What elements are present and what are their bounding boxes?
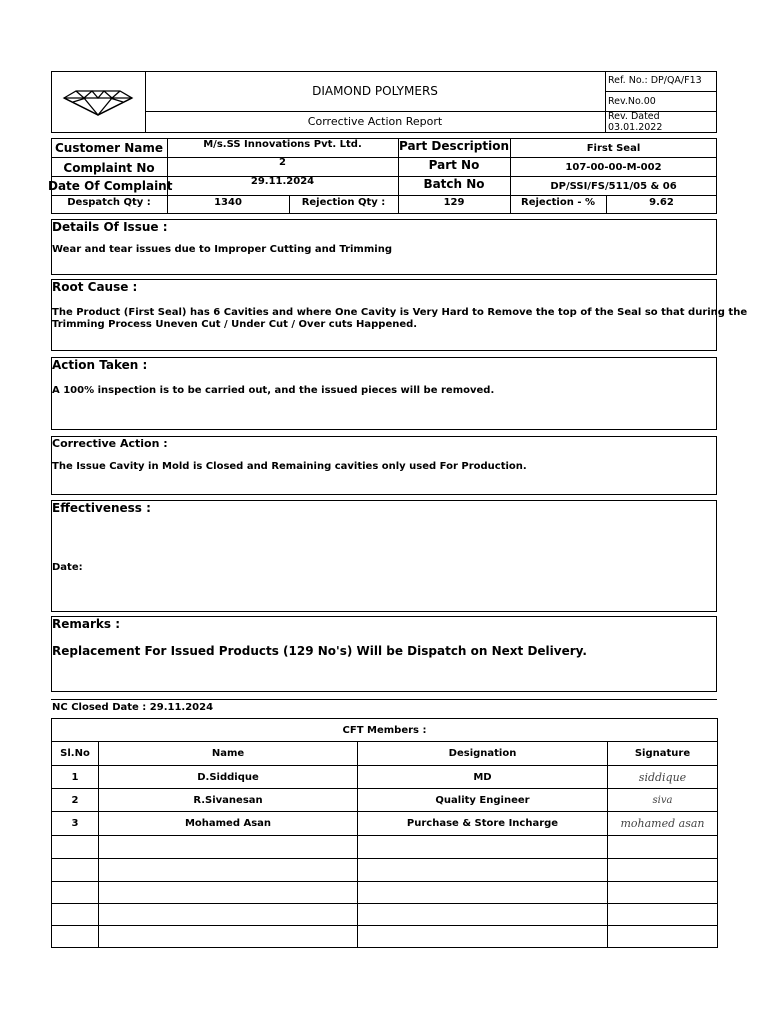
- part-description-label: Part Description: [398, 139, 509, 153]
- row-sl-no: [52, 836, 99, 859]
- company-name: DIAMOND POLYMERS: [312, 84, 438, 98]
- effectiveness-date-label: Date:: [52, 562, 83, 573]
- batch-no-value: DP/SSI/FS/511/05 & 06: [550, 181, 677, 192]
- row-designation: MD: [358, 766, 608, 789]
- root-cause-text-line1: The Product (First Seal) has 6 Cavities and where One Cavity is Very Hard to Remove the top of the Seal so that during the: [52, 307, 748, 318]
- root-cause-label: Root Cause :: [52, 280, 138, 294]
- table-row: [52, 789, 718, 812]
- effectiveness-label: Effectiveness :: [52, 501, 151, 515]
- table-row: [52, 812, 718, 836]
- row-sl-no: 3: [52, 812, 99, 836]
- remarks-text: Replacement For Issued Products (129 No's) Will be Dispatch on Next Delivery.: [52, 644, 587, 658]
- row-sl-no: 2: [52, 789, 99, 812]
- rejection-pct-value: 9.62: [649, 197, 674, 208]
- col-header-sl-no: Sl.No: [52, 742, 99, 766]
- report-title: Corrective Action Report: [307, 115, 443, 128]
- nc-closed-date: NC Closed Date : 29.11.2024: [52, 702, 214, 713]
- row-name: [99, 859, 358, 882]
- row-name: R.Sivanesan: [99, 789, 358, 812]
- row-sl-no: [52, 859, 99, 882]
- col-header-designation: Designation: [358, 742, 608, 766]
- row-designation: [358, 926, 608, 948]
- row-name: [99, 926, 358, 948]
- row-signature: [608, 882, 718, 904]
- row-designation: [358, 836, 608, 859]
- diamond-logo-icon: [58, 86, 138, 120]
- row-signature: [608, 859, 718, 882]
- table-row: [52, 904, 718, 926]
- col-header-name: Name: [99, 742, 358, 766]
- batch-no-label: Batch No: [423, 177, 485, 191]
- rejection-qty-value: 129: [443, 197, 465, 208]
- table-row: [52, 836, 718, 859]
- customer-name-value: M/s.SS Innovations Pvt. Ltd.: [203, 139, 362, 150]
- complaint-no-label: Complaint No: [63, 161, 155, 175]
- part-no-value: 107-00-00-M-002: [565, 162, 662, 173]
- despatch-qty-label: Despatch Qty :: [67, 197, 151, 208]
- remarks-label: Remarks :: [52, 617, 120, 631]
- table-row: [52, 766, 718, 789]
- table-row: [52, 859, 718, 882]
- row-signature: [608, 926, 718, 948]
- corrective-action-label: Corrective Action :: [52, 437, 168, 450]
- row-designation: Purchase & Store Incharge: [358, 812, 608, 836]
- rejection-qty-label: Rejection Qty :: [301, 197, 386, 208]
- row-sl-no: [52, 926, 99, 948]
- date-of-complaint-value: 29.11.2024: [250, 176, 315, 187]
- table-row: [52, 882, 718, 904]
- root-cause-text-line2: Trimming Process Uneven Cut / Under Cut / Over cuts Happened.: [52, 319, 418, 330]
- cft-table: [51, 718, 718, 948]
- part-no-label: Part No: [428, 158, 480, 172]
- row-designation: [358, 904, 608, 926]
- effectiveness-section: [51, 500, 717, 612]
- rev-no: Rev.No.00: [608, 96, 656, 107]
- row-name: Mohamed Asan: [99, 812, 358, 836]
- details-text: Wear and tear issues due to Improper Cutting and Trimming: [52, 244, 392, 255]
- row-sl-no: 1: [52, 766, 99, 789]
- date-of-complaint-label: Date Of Complaint: [48, 179, 173, 193]
- rejection-pct-label: Rejection - %: [521, 197, 595, 208]
- part-description-value: First Seal: [586, 143, 641, 154]
- row-name: [99, 904, 358, 926]
- row-name: [99, 836, 358, 859]
- customer-name-label: Customer Name: [55, 141, 163, 155]
- cft-title: CFT Members :: [52, 719, 718, 742]
- rev-dated-value: 03.01.2022: [608, 122, 663, 133]
- row-designation: Quality Engineer: [358, 789, 608, 812]
- col-header-signature: Signature: [608, 742, 718, 766]
- signature-image: siva: [608, 789, 718, 812]
- details-label: Details Of Issue :: [52, 220, 168, 234]
- action-taken-label: Action Taken :: [52, 358, 148, 372]
- action-taken-text: A 100% inspection is to be carried out, and the issued pieces will be removed.: [52, 385, 495, 396]
- rev-dated-label: Rev. Dated: [608, 111, 660, 122]
- row-sl-no: [52, 882, 99, 904]
- row-signature: [608, 836, 718, 859]
- complaint-no-value: 2: [279, 157, 286, 168]
- signature-image: siddique: [608, 766, 718, 789]
- row-name: D.Siddique: [99, 766, 358, 789]
- ref-no: Ref. No.: DP/QA/F13: [608, 75, 702, 86]
- row-designation: [358, 882, 608, 904]
- despatch-qty-value: 1340: [214, 197, 242, 208]
- row-name: [99, 882, 358, 904]
- signature-image: mohamed asan: [608, 812, 718, 836]
- row-sl-no: [52, 904, 99, 926]
- row-designation: [358, 859, 608, 882]
- corrective-action-text: The Issue Cavity in Mold is Closed and Remaining cavities only used For Production.: [52, 461, 527, 472]
- row-signature: [608, 904, 718, 926]
- table-row: [52, 926, 718, 948]
